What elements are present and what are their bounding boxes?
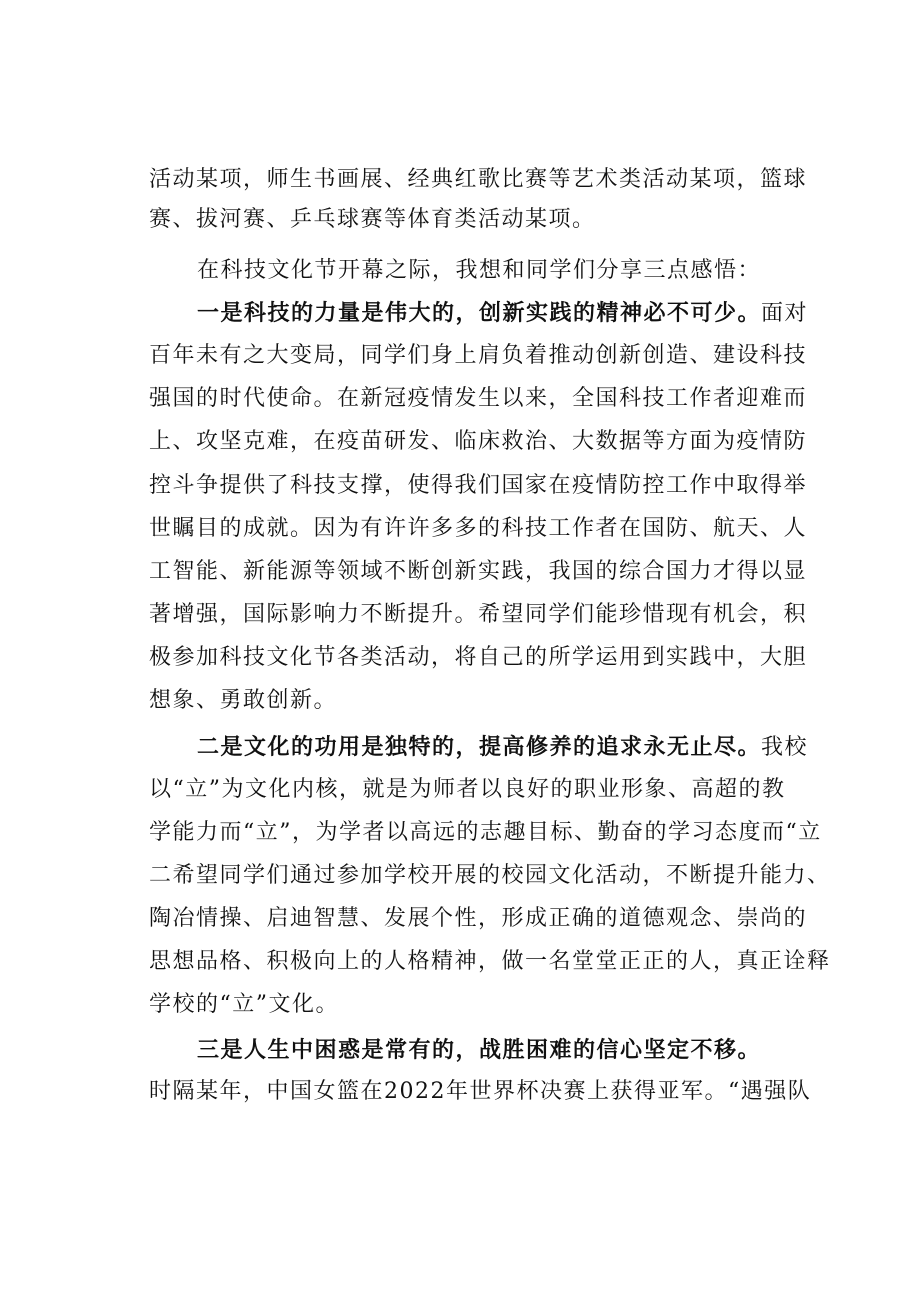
paragraph-line: 世瞩目的成就。因为有许许多多的科技工作者在国防、航天、人 — [149, 516, 808, 541]
section-two-heading: 二是文化的功用是独特的，提高修养的追求永无止尽。 — [197, 734, 762, 760]
paragraph-line: 陶冶情操、启迪智慧、发展个性，形成正确的道德观念、崇尚的 — [149, 906, 808, 931]
paragraph-line: 百年未有之大变局，同学们身上肩负着推动创新创造、建设科技 — [149, 343, 808, 368]
paragraph-line: 学能力而“立”，为学者以高远的志趣目标、勤奋的学习态度而“立 — [149, 820, 822, 845]
paragraph-line: 工智能、新能源等领域不断创新实践，我国的综合国力才得以显 — [149, 559, 808, 584]
paragraph-line: 学校的“立”文化。 — [149, 992, 339, 1017]
paragraph-line: 思想品格、积极向上的人格精神，做一名堂堂正正的人，真正诠释 — [149, 949, 831, 974]
section-one-line — [197, 293, 877, 333]
section-three-heading: 三是人生中困惑是常有的，战胜困难的信心坚定不移。 — [197, 1037, 762, 1063]
paragraph-line: 时隔某年，中国女篮在2022年世界杯决赛上获得亚军。“遇强队 — [149, 1079, 812, 1104]
paragraph-line: 极参加科技文化节各类活动，将自己的所学运用到实践中，大胆 — [149, 645, 808, 670]
section-one-heading: 一是科技的力量是伟大的，创新实践的精神必不可少。 — [197, 300, 762, 326]
section-two-text-start: 我校 — [761, 735, 809, 760]
section-one-text-start: 面对 — [761, 301, 809, 326]
paragraph-line: 以“立”为文化内核，就是为师者以良好的职业形象、高超的教 — [149, 777, 786, 802]
paragraph-line: 赛、拔河赛、乒乓球赛等体育类活动某项。 — [149, 207, 596, 232]
paragraph-line: 上、攻坚克难，在疫苗研发、临床救治、大数据等方面为疫情防 — [149, 429, 808, 454]
paragraph-line: 著增强，国际影响力不断提升。希望同学们能珍惜现有机会，积 — [149, 602, 808, 627]
paragraph-line: 想象、勇敢创新。 — [149, 688, 338, 713]
paragraph-line: 强国的时代使命。在新冠疫情发生以来，全国科技工作者迎难而 — [149, 386, 808, 411]
paragraph-line: 控斗争提供了科技支撑，使得我们国家在疫情防控工作中取得举 — [149, 473, 808, 498]
paragraph-line: 二希望同学们通过参加学校开展的校园文化活动，不断提升能力、 — [149, 863, 831, 888]
section-two-line — [197, 727, 877, 767]
paragraph-line: 活动某项，师生书画展、经典红歌比赛等艺术类活动某项，篮球 — [149, 167, 808, 192]
paragraph-intro: 在科技文化节开幕之际，我想和同学们分享三点感悟： — [197, 258, 762, 283]
